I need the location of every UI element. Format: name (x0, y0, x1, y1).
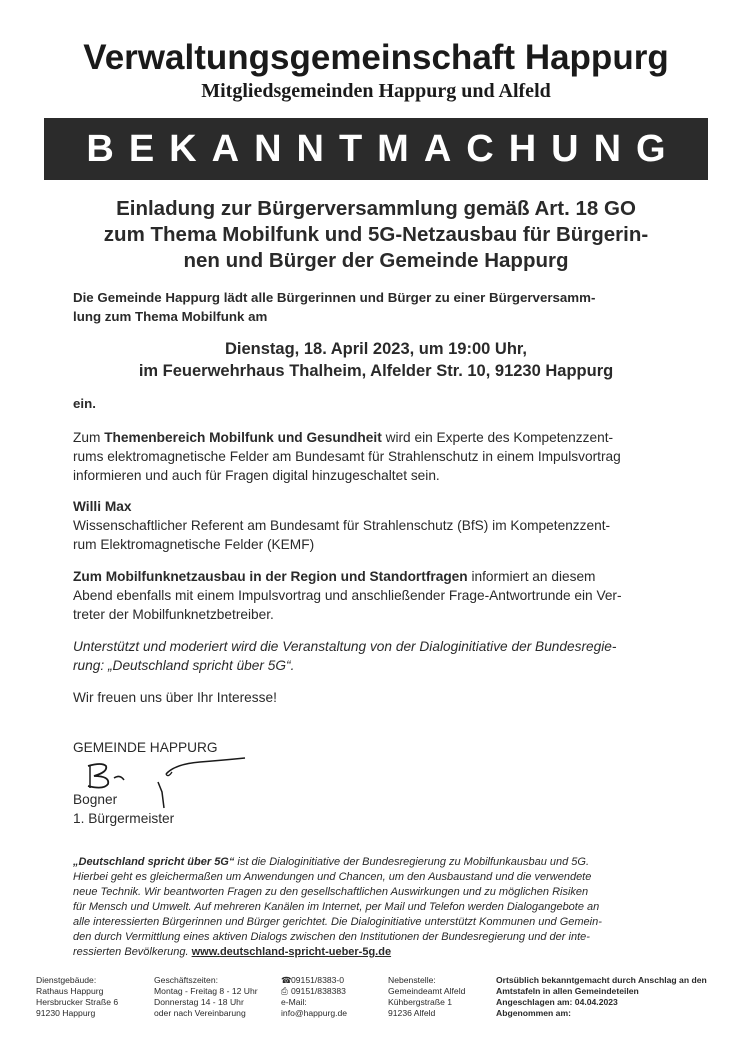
footer-text: 91230 Happurg (36, 1008, 96, 1018)
paragraph-health (73, 428, 685, 485)
p3-topic: Zum Mobilfunknetzausbau in der Region und Standortfragen (73, 569, 468, 584)
footer-text: 09151/838383 (291, 986, 346, 996)
footer-text: Dienstgebäude: (36, 975, 97, 985)
header-subtitle: Mitgliedsgemeinden Happurg und Alfeld (201, 80, 551, 102)
intro-line: lung zum Thema Mobilfunk am (73, 309, 268, 324)
footer-text: Amtstafeln in allen Gemeindeteilen (496, 986, 639, 996)
p4-line: rung: „Deutschland spricht über 5G“. (73, 658, 295, 673)
ein-text: ein. (73, 396, 96, 411)
footnote-initiative: „Deutschland spricht über 5G“ (73, 856, 235, 868)
footer-text: Geschäftszeiten: (154, 975, 219, 985)
paragraph-network (73, 567, 685, 624)
footnote-line: für Mensch und Umwelt. Auf mehreren Kanälen im Internet, per Mail und Telefon werden Dialogangebote an (73, 901, 600, 913)
footnote-line: den durch Vermittlung eines aktiven Dialogs zwischen den Institutionen der Bundesregierung und der inte- (73, 931, 590, 943)
p1-rest: wird ein Experte des Kompetenzzent- (381, 430, 614, 445)
footer-text: Angeschlagen am: 04.04.2023 (496, 997, 618, 1007)
p3-line: treter der Mobilfunknetzbetreiber. (73, 607, 274, 622)
footer-branch (388, 975, 465, 1019)
footer-posting (496, 975, 721, 1019)
footer-text: Hersbrucker Straße 6 (36, 997, 119, 1007)
invitation-intro (73, 288, 683, 326)
footer-text: 09151/8383-0 (291, 975, 345, 985)
footer-text: oder nach Vereinbarung (154, 1008, 246, 1018)
signatory-name: Bogner (73, 792, 118, 807)
p4-line: Unterstützt und moderiert wird die Veranstaltung von der Dialoginitiative der Bundesregie- (73, 639, 617, 654)
p1-line: informieren und auch für Fragen digital hinzugeschaltet sein. (73, 468, 440, 483)
footer-email[interactable]: info@happurg.de (281, 1008, 348, 1018)
expert-line: rum Elektromagnetische Felder (KEMF) (73, 537, 315, 552)
footer-hours (154, 975, 258, 1019)
footnote-line: ist die Dialoginitiative der Bundesregierung zu Mobilfunkausbau und 5G. (234, 856, 590, 868)
footnote-line: alle interessierten Bürgerinnen und Bürger gerichtet. Die Dialoginitiative unterstützt Kommunen und Gemein- (73, 916, 602, 928)
footer-contact (281, 975, 347, 1019)
p3-line: Abend ebenfalls mit einem Impulsvortrag und anschließender Frage-Antwortrunde ein Ver- (73, 588, 622, 603)
footer-text: Donnerstag 14 - 18 Uhr (154, 997, 244, 1007)
footer-text: Rathaus Happurg (36, 986, 104, 996)
event-details (60, 338, 692, 382)
invitation-title-line: nen und Bürger der Gemeinde Happurg (183, 249, 569, 272)
event-date: Dienstag, 18. April 2023, um 19:00 Uhr, (224, 340, 527, 358)
expert-line: Wissenschaftlicher Referent am Bundesamt für Strahlenschutz (BfS) im Kompetenzzent- (73, 518, 611, 533)
footer-text: Kühbergstraße 1 (388, 997, 453, 1007)
header-title: Verwaltungsgemeinschaft Happurg (83, 38, 669, 77)
invitation-title (60, 196, 692, 274)
footer-text: Nebenstelle: (388, 975, 436, 985)
p3-rest: informiert an diesem (467, 569, 596, 584)
p1-line: rums elektromagnetische Felder am Bundesamt für Strahlenschutz in einem Impulsvortrag (73, 449, 621, 464)
paragraph-moderation (73, 637, 685, 675)
announcement-banner (44, 118, 708, 180)
footer-text: Gemeindeamt Alfeld (388, 986, 466, 996)
invitation-title-line: zum Thema Mobilfunk und 5G-Netzausbau für Bürgerin- (103, 223, 649, 246)
footnote-line: Hierbei geht es gleichermaßen um Anwendungen und Chancen, um den Ausbaustand und die verwendete (73, 871, 592, 883)
footer-text: 91236 Alfeld (388, 1008, 436, 1018)
initiative-link[interactable]: www.deutschland-spricht-ueber-5g.de (191, 946, 392, 958)
phone-icon: ☎ (281, 975, 292, 985)
signature-org: GEMEINDE HAPPURG (73, 740, 218, 755)
footer-office (36, 975, 118, 1019)
p1-topic: Themenbereich Mobilfunk und Gesundheit (104, 430, 382, 445)
fax-icon: ⎙ (281, 986, 288, 996)
banner-label: BEKANNTMACHUNG (86, 127, 681, 170)
paragraph-expert (73, 497, 685, 554)
footer-text: Abgenommen am: (496, 1008, 571, 1018)
intro-line: Die Gemeinde Happurg lädt alle Bürgerinnen und Bürger zu einer Bürgerversamm- (73, 290, 596, 305)
footer-text: e-Mail: (281, 997, 307, 1007)
footer-text: Ortsüblich bekanntgemacht durch Anschlag an den (496, 975, 707, 985)
footer-text: Montag - Freitag 8 - 12 Uhr (154, 986, 258, 996)
expert-name: Willi Max (73, 499, 132, 514)
footnote (73, 855, 685, 960)
event-location: im Feuerwehrhaus Thalheim, Alfelder Str. 10, 91230 Happurg (138, 362, 614, 380)
paragraph-closing: Wir freuen uns über Ihr Interesse! (73, 690, 277, 705)
signatory-role: 1. Bürgermeister (73, 811, 175, 826)
footnote-line: neue Technik. Wir beantworten Fragen zu den gesellschaftlichen Auswirkungen und zu möglichen Risiken (73, 886, 589, 898)
footnote-line: ressierten Bevölkerung. (73, 946, 192, 958)
invitation-title-line: Einladung zur Bürgerversammlung gemäß Art. 18 GO (116, 197, 636, 220)
p1-prefix: Zum (73, 430, 105, 445)
